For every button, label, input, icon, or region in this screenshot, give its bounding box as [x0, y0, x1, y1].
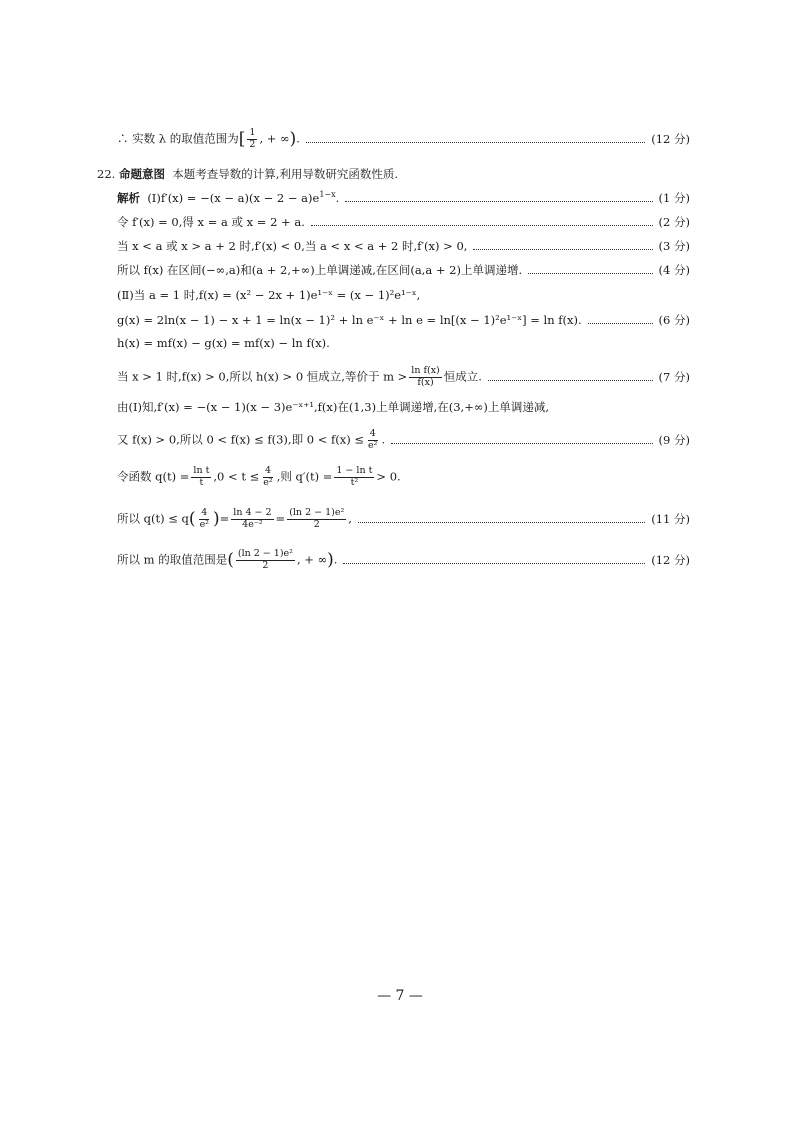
analysis-label: 解析 — [117, 191, 140, 205]
fraction: $\frac{\ln 4 - 2}{\text{4e⁻²}}$ — [233, 507, 272, 530]
solution-line-9: 由(Ⅰ)知,f′(x) = −(x − 1)(x − 3)e⁻ˣ⁺¹,f(x)在(1,3)上单调递增,在(3,+∞)上单调递减, — [117, 400, 550, 414]
intent-label: 命题意图 — [118, 167, 165, 181]
solution-line-10: 又 f(x) > 0,所以 0 < f(x) ≤ f(3),即 0 < f(x) ≤ $\frac{4}{\text{e²}}$ . (9 分) — [117, 428, 690, 451]
leader-dots — [358, 522, 645, 523]
score-label: (3 分) — [658, 239, 690, 253]
fraction: $\frac{\text{ln t}}{t}$ — [193, 465, 210, 488]
leader-dots — [588, 323, 653, 324]
score-label: (7 分) — [658, 370, 690, 385]
leader-dots — [343, 563, 645, 564]
solution-line-12: 所以 q(t) ≤ q( $\frac{4}{\text{e²}}$ )= $\frac{\ln 4 - 2}{\text{4e⁻²}}$ = $\frac{\text{(ln 2 − 1)e²}}{2}$ , (11 分) — [117, 507, 690, 530]
fraction: $\frac{\text{ln f(x)}}{f(x)}$ — [411, 365, 440, 388]
score-label: (12 分) — [651, 553, 690, 568]
fraction: $\frac{\text{1 − ln t}}{\text{t²}}$ — [336, 465, 373, 488]
solution-line-2: 令 f′(x) = 0,得 x = a 或 x = 2 + a. (2 分) — [117, 215, 690, 229]
solution-line-3: 当 x < a 或 x > a + 2 时,f′(x) < 0,当 a < x < a + 2 时,f′(x) > 0, (3 分) — [117, 239, 690, 253]
page-number: — 7 — — [377, 988, 423, 1004]
leader-dots — [306, 142, 645, 143]
answer-line-range-lambda: ∴ 实数 λ 的取值范围为[ $\frac{1}{2}$ , + ∞). (12 分) — [117, 127, 690, 150]
fraction: $\frac{4}{\text{e²}}$ — [199, 507, 209, 530]
solution-line-13: 所以 m 的取值范围是( $\frac{\text{(ln 2 − 1)e²}}{2}$ , + ∞). (12 分) — [117, 548, 690, 571]
solution-line-5: (Ⅱ)当 a = 1 时,f(x) = (x² − 2x + 1)e¹⁻ˣ = (x − 1)²e¹⁻ˣ, — [117, 288, 421, 302]
fraction: $\frac{4}{\text{e²}}$ — [263, 465, 273, 488]
fraction: $\frac{\text{(ln 2 − 1)e²}}{2}$ — [237, 548, 293, 571]
question-number: 22. — [97, 167, 116, 181]
solution-line-1: 解析 (Ⅰ)f′(x) = $-(x - a)(x - 2 - a)e^{1-x}$. (1 分) — [117, 190, 690, 205]
score-label: (4 分) — [658, 263, 690, 277]
solution-line-6: g(x) = 2ln(x − 1) − x + 1 = ln(x − 1)² + ln e⁻ˣ + ln e = ln[(x − 1)²e¹⁻ˣ] = ln f(x). (6 分) — [117, 313, 690, 327]
leader-dots — [345, 201, 652, 202]
solution-line-11: 令函数 q(t) = $\frac{\text{ln t}}{t}$ ,0 < t ≤ $\frac{4}{\text{e²}}$ ,则 q′(t) = $\frac{\text{1 − ln t}}{\text{t²}}$ > 0. — [117, 465, 401, 488]
score-label: (1 分) — [658, 191, 690, 205]
score-label: (6 分) — [658, 313, 690, 327]
fraction: $\frac{4}{\text{e²}}$ — [368, 428, 378, 451]
solution-line-8: 当 x > 1 时,f(x) > 0,所以 h(x) > 0 恒成立,等价于 m > $\frac{\text{ln f(x)}}{f(x)}$ 恒成立. (7 分) — [117, 365, 690, 388]
leader-dots — [391, 443, 652, 444]
score-label: (11 分) — [651, 512, 690, 527]
fraction: $\frac{\text{(ln 2 − 1)e²}}{2}$ — [289, 507, 345, 530]
leader-dots — [311, 225, 653, 226]
question-22-heading — [97, 166, 398, 182]
text: ∴ 实数 λ 的取值范围为 — [117, 131, 239, 146]
intent-text: 本题考查导数的计算,利用导数研究函数性质. — [172, 167, 399, 181]
score-label: (2 分) — [658, 215, 690, 229]
score-label: (12 分) — [651, 132, 690, 147]
leader-dots — [488, 380, 653, 381]
score-label: (9 分) — [658, 433, 690, 448]
leader-dots — [473, 249, 652, 250]
solution-line-4: 所以 f(x) 在区间(−∞,a)和(a + 2,+∞)上单调递减,在区间(a,a + 2)上单调递增. (4 分) — [117, 263, 690, 277]
fraction: $\frac{1}{2}$ — [249, 127, 256, 150]
leader-dots — [528, 273, 652, 274]
solution-line-7: h(x) = mf(x) − g(x) = mf(x) − ln f(x). — [117, 336, 330, 350]
